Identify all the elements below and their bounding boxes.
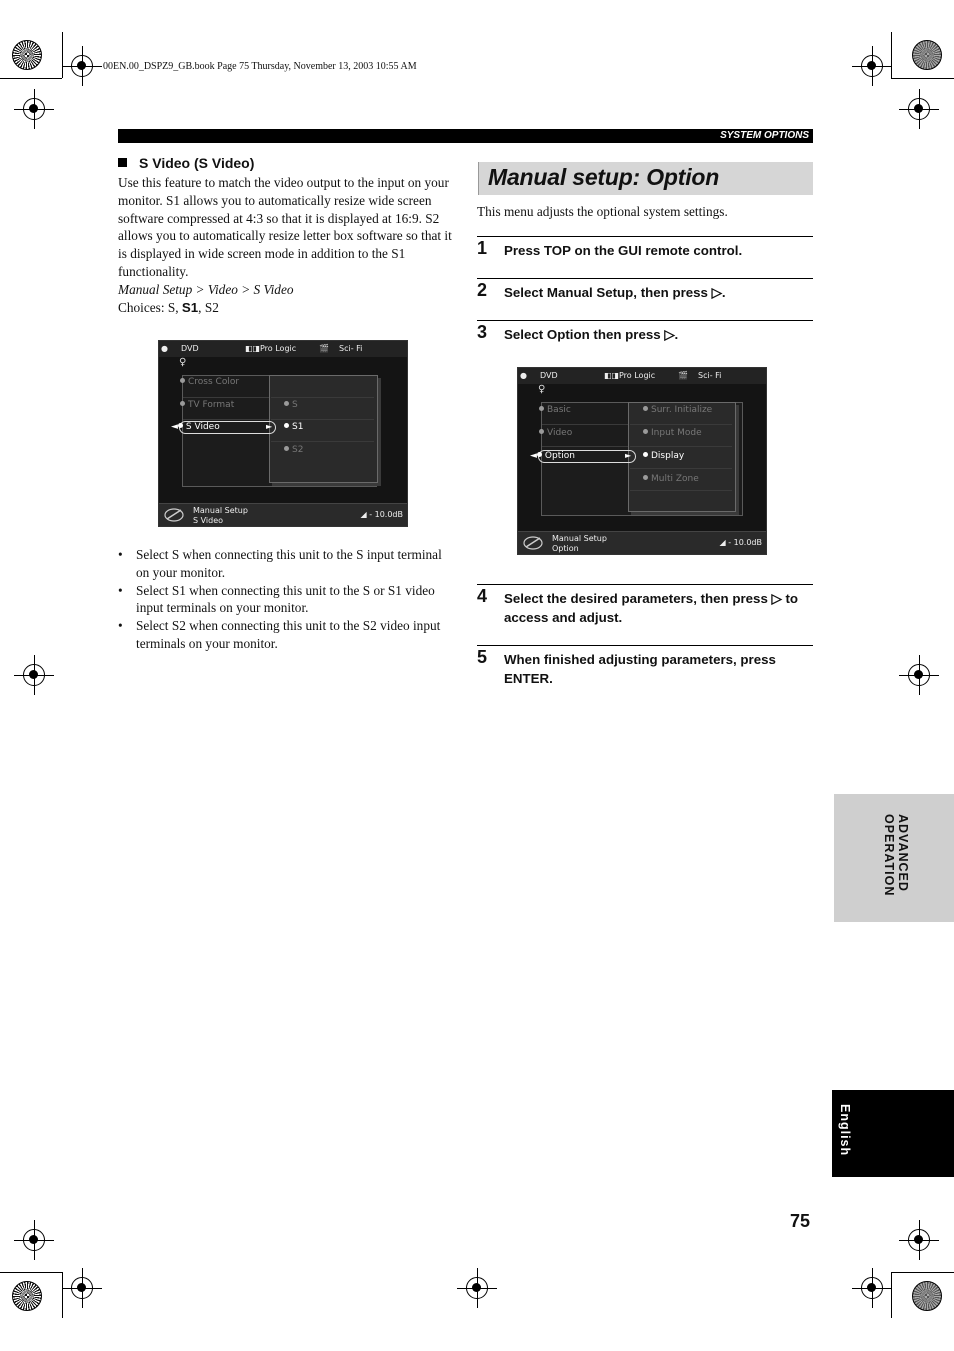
yamaha-logo-icon [522, 535, 544, 551]
arrow-right-icon: ► [266, 422, 273, 431]
registration-target-icon [71, 1277, 93, 1299]
crop-mark [891, 1272, 954, 1273]
section-label: SYSTEM OPTIONS [720, 130, 809, 141]
registration-target-icon [861, 1277, 883, 1299]
screen-path: Manual Setup Option [552, 534, 607, 553]
key-icon: ♀ [179, 357, 187, 368]
arrow-right-icon: ► [625, 451, 632, 460]
step-text: Press TOP on the GUI remote control. [504, 243, 743, 258]
registration-target-icon [23, 1229, 45, 1251]
list-item: • Select S when connecting this unit to the S input terminal on your monitor. [118, 546, 458, 582]
page-heading [478, 162, 813, 195]
step-number: 3 [477, 322, 488, 342]
screen-status-bar [159, 341, 407, 357]
volume-icon: ◢ [719, 538, 729, 547]
screen-menu-item: Basic [539, 405, 571, 415]
screen-source: DVD [181, 344, 199, 353]
screen-option-item: S2 [284, 445, 303, 455]
screen-status-bar [518, 368, 766, 384]
step-text: Select the desired parameters, then press ▷ to access and adjust. [504, 591, 798, 625]
bullet-list [118, 546, 458, 653]
screen-bottom-bar [159, 503, 407, 526]
crop-mark [0, 78, 62, 79]
screen-path: Manual Setup S Video [193, 506, 248, 525]
screen-option-item-selected: S1 [284, 422, 303, 432]
dolby-icon: ◧◨ [604, 371, 620, 380]
screen-option-item-selected: Display [643, 451, 684, 461]
list-item: • Select S1 when connecting this unit to the S or S1 video input terminals on your monitor. [118, 582, 458, 618]
step-number: 4 [477, 586, 488, 606]
disc-icon: ● [161, 344, 168, 353]
registration-target-icon [466, 1277, 488, 1299]
registration-target-icon [861, 55, 883, 77]
screen-menu-item-selected: ◄ Option [530, 451, 575, 461]
screen-volume: ◢ - 10.0dB [360, 510, 403, 519]
language-tab-label: English [838, 1104, 852, 1157]
screen-decoder: Pro Logic [260, 344, 297, 353]
choices-default: S1 [181, 299, 199, 315]
crop-mark [0, 1272, 62, 1273]
registration-starburst-icon [12, 1281, 42, 1311]
menu-path: Manual Setup > Video > S Video [118, 281, 294, 297]
registration-starburst-icon [912, 1281, 942, 1311]
screen-bottom-bar [518, 531, 766, 554]
screen-program: Sci- Fi [698, 371, 722, 380]
description [118, 174, 458, 316]
screen-menu-item-selected: ◄ S Video [171, 422, 220, 432]
key-icon: ♀ [538, 384, 546, 395]
list-item: • Select S2 when connecting this unit to the S2 video input terminals on your monitor. [118, 617, 458, 653]
square-bullet-icon [118, 158, 127, 167]
description-paragraph: Use this feature to match the video output to the input on your monitor. S1 allows you to automatically resize wide screen software compressed at 4:3 so that it is displayed at 16:9. S2 allows you to automatically resize letter box software so that it is displayed in wide screen mode in addition to the S1 functionality. [118, 175, 452, 279]
screen-volume: ◢ - 10.0dB [719, 538, 762, 547]
section-title [118, 155, 254, 171]
registration-target-icon [71, 55, 93, 77]
yamaha-logo-icon [163, 507, 185, 523]
step-text: Select Manual Setup, then press ▷. [504, 285, 726, 300]
screen-menu-item: Cross Color [180, 377, 239, 387]
screen-menu-item: Video [539, 428, 572, 438]
clapper-icon: 🎬 [678, 371, 688, 380]
screen-source: DVD [540, 371, 558, 380]
step-number: 1 [477, 238, 488, 258]
section-title-text: S Video (S Video) [139, 155, 255, 171]
choices: Choices: S, S1, S2 [118, 299, 219, 315]
dolby-icon: ◧◨ [245, 344, 261, 353]
step-number: 5 [477, 647, 488, 667]
screen-program: Sci- Fi [339, 344, 363, 353]
page-heading-text: Manual setup: Option [488, 164, 720, 190]
section-tab-label: ADVANCED OPERATION [882, 814, 910, 897]
registration-target-icon [908, 98, 930, 120]
registration-starburst-icon [912, 40, 942, 70]
crop-mark [891, 78, 954, 79]
screen-option-item: Multi Zone [643, 474, 699, 484]
crop-mark [891, 32, 892, 78]
registration-target-icon [23, 664, 45, 686]
step-text: When finished adjusting parameters, press ENTER. [504, 652, 776, 686]
screen-decoder: Pro Logic [619, 371, 656, 380]
registration-target-icon [23, 98, 45, 120]
disc-icon: ● [520, 371, 527, 380]
file-info: 00EN.00_DSPZ9_GB.book Page 75 Thursday, November 13, 2003 10:55 AM [103, 61, 417, 72]
registration-target-icon [908, 664, 930, 686]
screen-option-item: Surr. Initialize [643, 405, 712, 415]
crop-mark [62, 32, 63, 78]
screen-option-item: Input Mode [643, 428, 702, 438]
screen-option-item: S [284, 400, 298, 410]
registration-target-icon [908, 1229, 930, 1251]
gui-screenshot-s-video [158, 340, 408, 527]
section-tab [834, 794, 954, 922]
header-bar [118, 129, 813, 143]
clapper-icon: 🎬 [319, 344, 329, 353]
language-tab [832, 1090, 954, 1177]
step-text: Select Option then press ▷. [504, 327, 679, 342]
intro-text: This menu adjusts the optional system settings. [477, 204, 728, 219]
volume-icon: ◢ [360, 510, 370, 519]
crop-mark [62, 1272, 63, 1318]
page-number: 75 [790, 1211, 811, 1231]
gui-screenshot-option [517, 367, 767, 555]
screen-menu-item: TV Format [180, 400, 234, 410]
step-number: 2 [477, 280, 488, 300]
registration-starburst-icon [12, 40, 42, 70]
crop-mark [891, 1272, 892, 1318]
